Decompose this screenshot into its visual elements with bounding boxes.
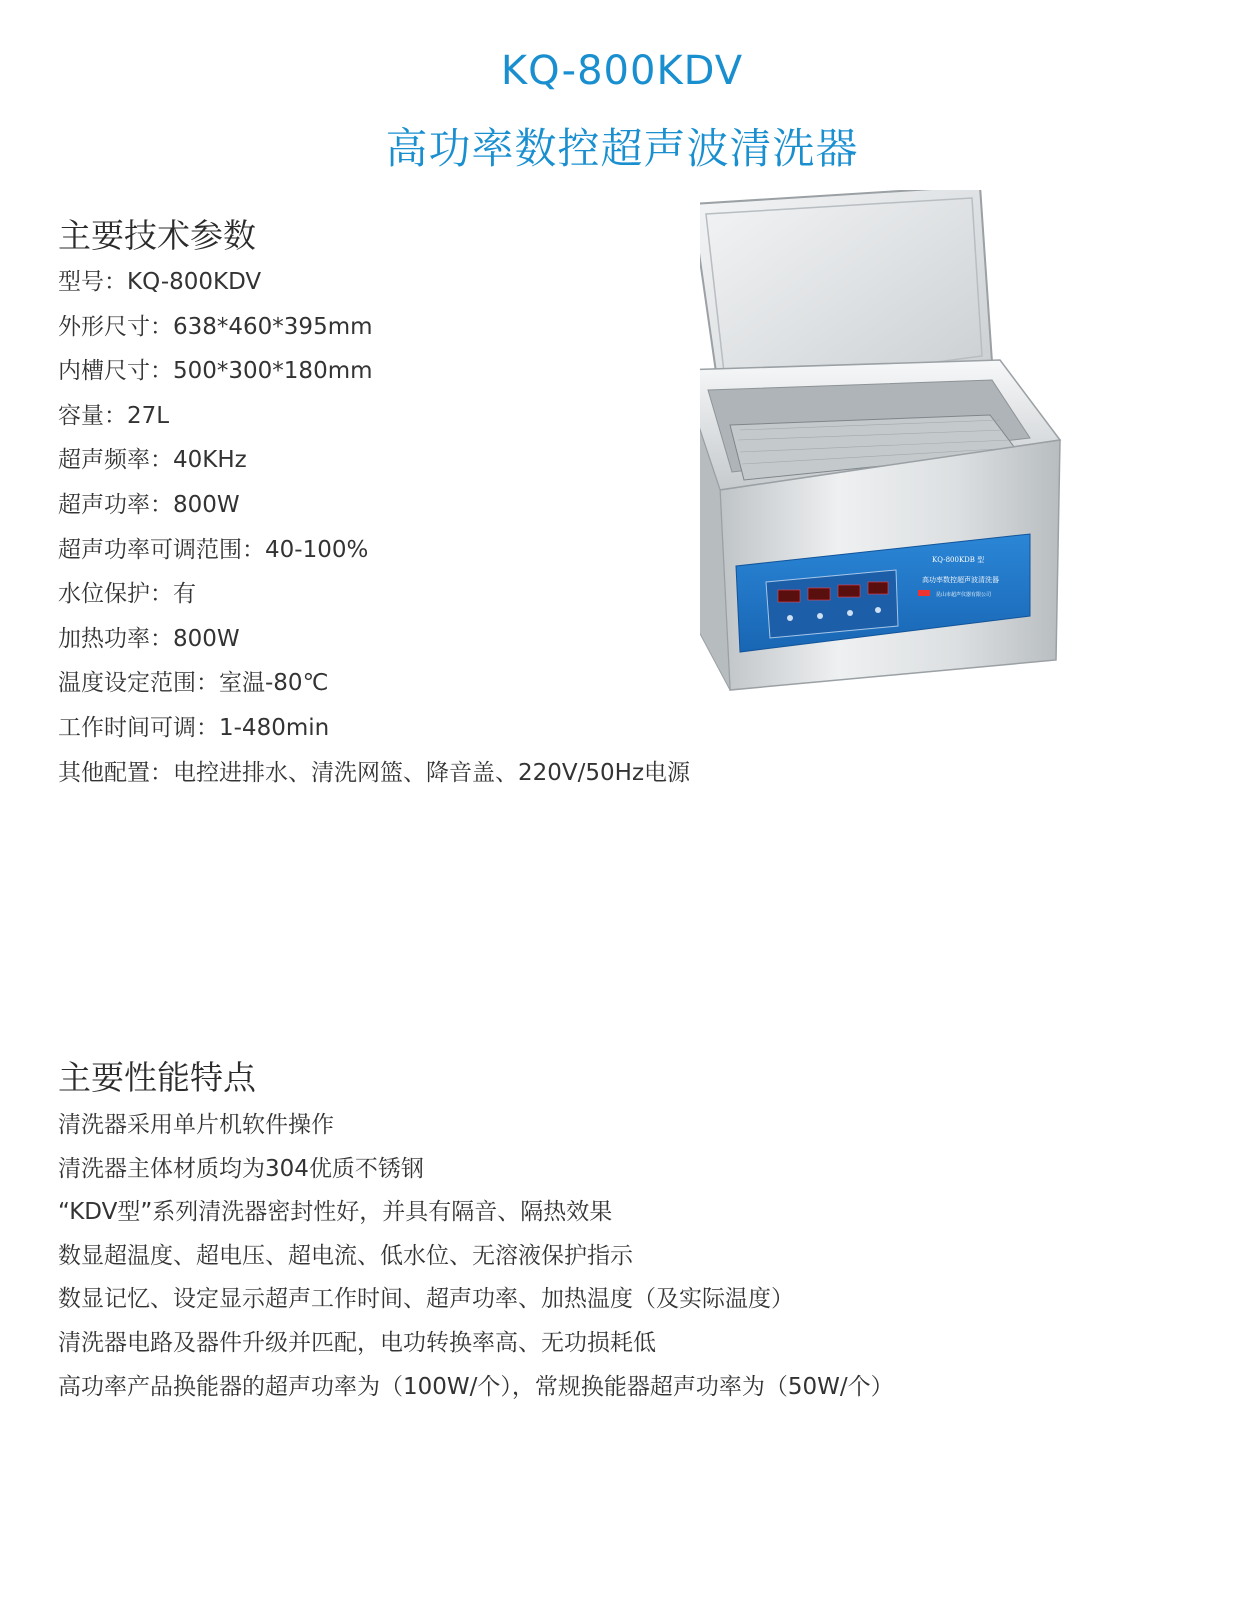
spec-item: 其他配置：电控进排水、清洗网篮、降音盖、220V/50Hz电源 [58,759,691,786]
feature-item: 清洗器电路及器件升级并匹配，电功转换率高、无功损耗低 [58,1329,656,1356]
specs-heading: 主要技术参数 [58,216,256,255]
spec-item: 温度设定范围：室温-80℃ [58,670,329,697]
spec-item: 型号：KQ-800KDV [58,269,262,295]
specs-list [58,260,690,795]
features-heading: 主要性能特点 [58,1058,256,1097]
spec-item: 水位保护：有 [58,581,196,608]
panel-name-label: 高功率数控超声波清洗器 [922,576,999,584]
feature-item: 数显记忆、设定显示超声工作时间、超声功率、加热温度（及实际温度） [58,1286,794,1313]
spec-item: 超声频率：40KHz [58,447,247,474]
ultrasonic-cleaner-image [700,190,1120,700]
spec-item: 超声功率：800W [58,491,240,518]
brand-logo-icon [918,590,930,596]
product-title: 高功率数控超声波清洗器 [385,124,859,173]
spec-item: 外形尺寸：638*460*395mm [58,313,373,340]
panel-company-label: 昆山市超声仪器有限公司 [936,592,992,598]
feature-item: 数显超温度、超电压、超电流、低水位、无溶液保护指示 [58,1242,633,1269]
feature-item: 清洗器采用单片机软件操作 [58,1112,334,1138]
spec-item: 加热功率：800W [58,625,240,652]
feature-item: 清洗器主体材质均为304优质不锈钢 [58,1155,424,1182]
model-title: KQ-800KDV [500,48,744,94]
spec-item: 容量：27L [58,402,170,429]
spec-item: 工作时间可调：1-480min [58,714,330,741]
spec-item: 内槽尺寸：500*300*180mm [58,358,373,385]
feature-item: 高功率产品换能器的超声功率为（100W/个），常规换能器超声功率为（50W/个） [58,1373,894,1400]
spec-item: 超声功率可调范围：40-100% [58,536,369,563]
feature-item: “KDV型”系列清洗器密封性好，并具有隔音、隔热效果 [58,1199,613,1226]
features-list [58,1104,894,1409]
panel-model-label: KQ-800KDB 型 [932,556,985,564]
